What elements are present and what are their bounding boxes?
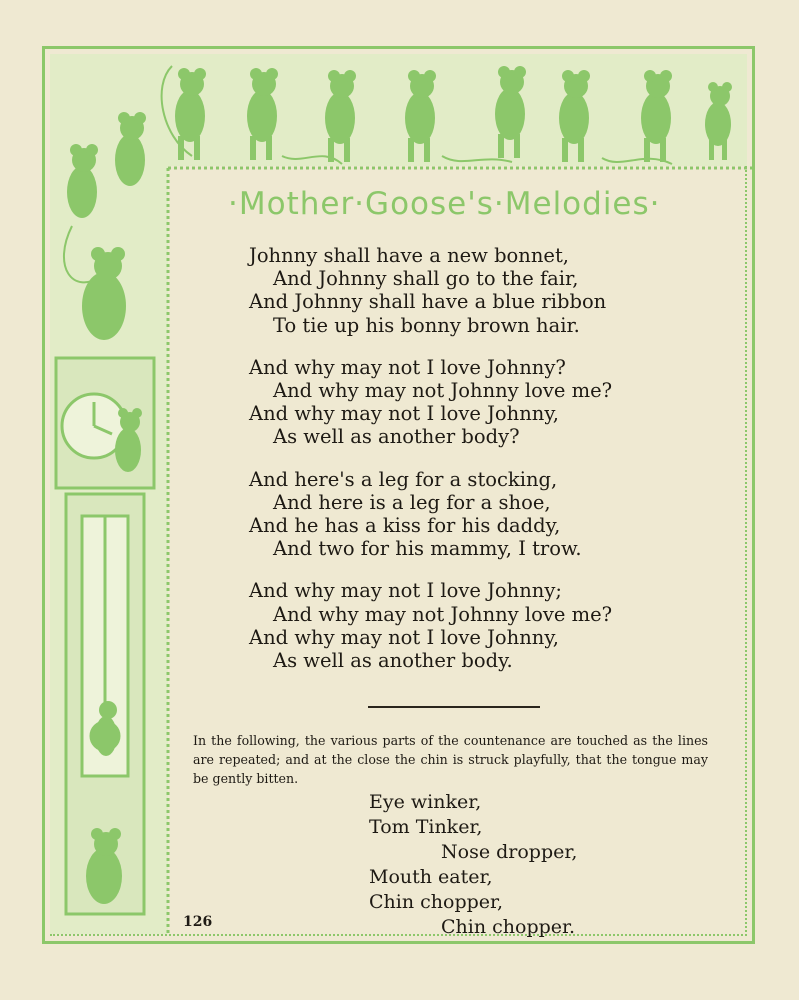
rhyme-line: Mouth eater, [369, 866, 493, 888]
poem-line: And here's a leg for a stocking, [249, 467, 558, 491]
poem-line: And why may not I love Johnny; [249, 579, 562, 603]
stanza [249, 468, 612, 561]
poem-line: To tie up his bonny brown hair. [273, 313, 580, 337]
rhyme-line: Chin chopper, [369, 891, 504, 913]
page-title: ·Mother·Goose's·Melodies· [228, 186, 661, 222]
poem-line: And here is a leg for a shoe, [273, 490, 551, 514]
poem-line: And he has a kiss for his daddy, [249, 514, 561, 538]
poem-line: And why may not Johnny love me? [273, 602, 613, 626]
page-number: 126 [183, 914, 213, 930]
poem-line: Johnny shall have a new bonnet, [249, 244, 569, 267]
poem [249, 244, 612, 691]
poem-line: And why may not I love Johnny? [249, 355, 566, 379]
instruction-note: In the following, the various parts of the countenance are touched as the lines are repeated; and at the close the chin is struck playfully, that the tongue may be gently bitten. [193, 733, 708, 786]
poem-line: And Johnny shall go to the fair, [273, 267, 579, 291]
rhyme-line: Eye winker, [369, 791, 482, 813]
stanza [249, 356, 612, 449]
rhyme-line: Tom Tinker, [369, 816, 483, 838]
section-divider [368, 706, 540, 708]
stanza [249, 579, 612, 672]
poem-line: And why may not I love Johnny, [249, 625, 559, 649]
rhyme-line: Nose dropper, [441, 841, 578, 863]
rhyme-line: Chin chopper. [441, 916, 576, 938]
stanza [249, 244, 612, 337]
poem-line: And why may not Johnny love me? [273, 379, 613, 403]
poem-line: As well as another body. [273, 649, 513, 673]
poem-line: And Johnny shall have a blue ribbon [249, 290, 607, 314]
face-rhyme [369, 790, 577, 940]
poem-line: As well as another body? [273, 425, 520, 449]
poem-line: And why may not I love Johnny, [249, 402, 559, 426]
poem-line: And two for his mammy, I trow. [273, 537, 582, 561]
